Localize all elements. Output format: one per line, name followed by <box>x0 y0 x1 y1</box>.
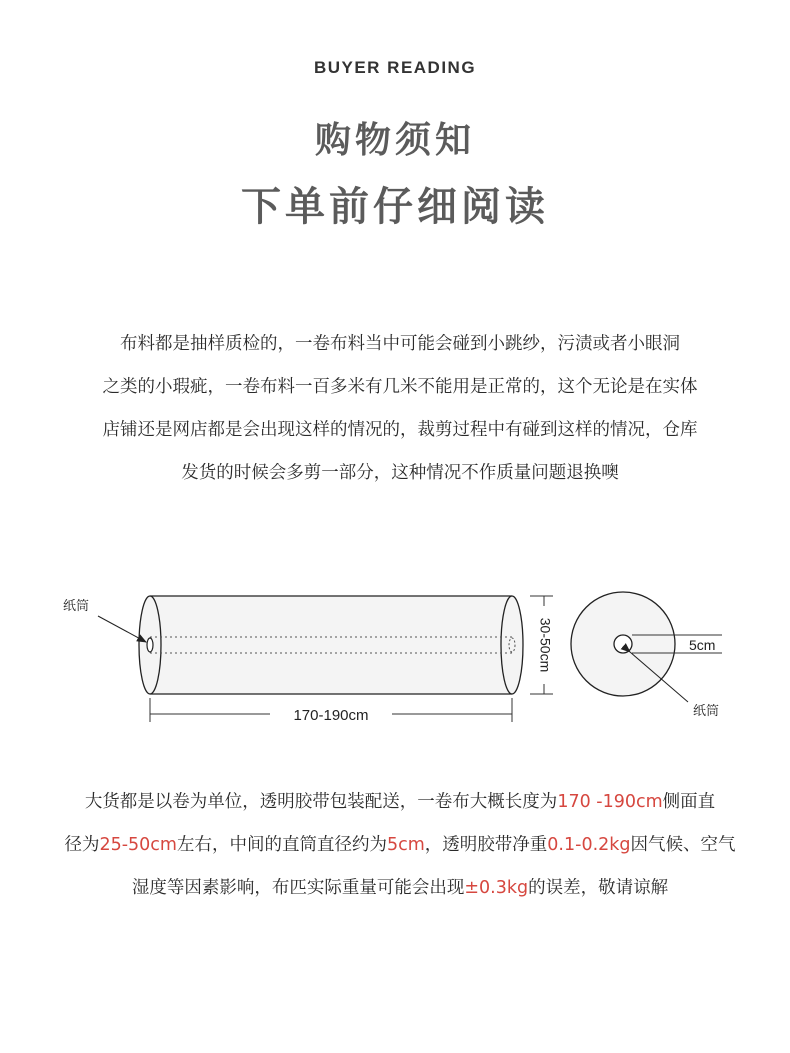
eyebrow-title: BUYER READING <box>313 58 477 77</box>
shipping-text: 侧面直 <box>662 792 716 812</box>
tolerance-highlight: ±0.3kg <box>464 878 529 898</box>
diameter-highlight: 25-50cm <box>99 835 177 855</box>
shipping-text: 的误差，敬请谅解 <box>528 878 669 898</box>
fabric-roll-svg <box>0 570 790 750</box>
roll-side-view <box>139 596 523 694</box>
shipping-text: 大货都是以卷为单位，透明胶带包装配送，一卷布大概长度为 <box>84 792 558 812</box>
shipping-text: 因气候、空气 <box>630 835 736 855</box>
shipping-text: ，透明胶带净重 <box>424 835 548 855</box>
headline-line-1: 购物须知 <box>314 120 475 161</box>
notice-line: 店铺还是网店都是会出现这样的情况的，裁剪过程中有碰到这样的情况，仓库 <box>102 420 698 440</box>
shipping-paragraph <box>55 781 745 910</box>
tube-label-left: 纸筒 <box>63 598 90 613</box>
fabric-roll-diagram <box>0 570 790 750</box>
shipping-line-1 <box>55 781 745 824</box>
diameter-label: 30-50cm <box>537 617 554 673</box>
shipping-line-3 <box>55 867 745 910</box>
notice-line: 布料都是抽样质检的，一卷布料当中可能会碰到小跳纱，污渍或者小眼洞 <box>120 334 680 354</box>
notice-line: 发货的时候会多剪一部分，这种情况不作质量问题退换噢 <box>181 463 619 483</box>
headline-line-2: 下单前仔细阅读 <box>241 184 549 230</box>
shipping-text: 左右，中间的直筒直径约为 <box>176 835 387 855</box>
length-label: 170-190cm <box>293 707 369 724</box>
notice-paragraph <box>55 323 745 495</box>
notice-line: 之类的小瑕疵，一卷布料一百多米有几米不能用是正常的，这个无论是在实体 <box>102 377 698 397</box>
length-highlight: 170 -190cm <box>557 792 663 812</box>
core-diameter-label: 5cm <box>689 637 716 653</box>
shipping-text: 湿度等因素影响，布匹实际重量可能会出现 <box>131 878 465 898</box>
weight-highlight: 0.1-0.2kg <box>547 835 631 855</box>
tube-pointer-left <box>98 616 146 642</box>
tube-label-right: 纸筒 <box>693 703 720 718</box>
core-highlight: 5cm <box>386 835 425 855</box>
shipping-line-2 <box>55 824 745 867</box>
shipping-text: 径为 <box>64 835 100 855</box>
